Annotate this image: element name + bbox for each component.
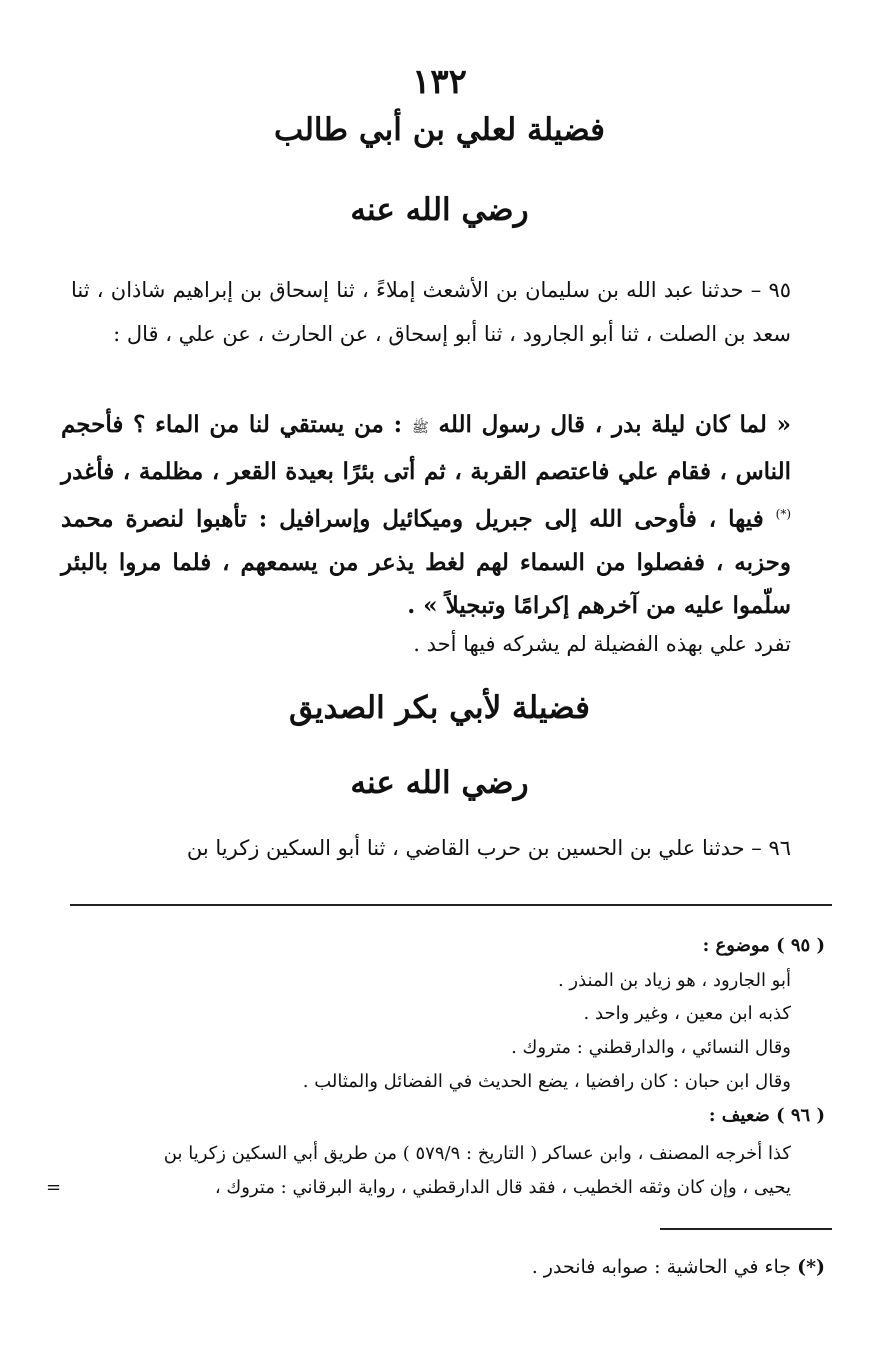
hadith-95-isnad <box>71 268 791 356</box>
hadith-95-matn <box>61 403 791 627</box>
section-title-ali: فضيلة لعلي بن أبي طالب <box>274 112 605 148</box>
hadith-95-isnad-text: – حدثنا عبد الله بن سليمان بن الأشعث إملاءً ، ثنا إسحاق بن إبراهيم شاذان ، ثنا سعد بن الصلت ، ثنا أبو الجارود ، ثنا أبو إسحاق ، عن الحارث ، عن علي ، قال : <box>71 278 791 346</box>
continuation-mark: = <box>46 1177 62 1198</box>
page-number: ١٣٢ <box>412 62 467 102</box>
footnote-96-line-wrap <box>46 1172 791 1204</box>
section-subtitle-ali: رضي الله عنه <box>350 192 529 228</box>
footnote-96-line: يحيى ، وإن كان وثقه الخطيب ، فقد قال الدارقطني ، رواية البرقاني : متروك ، <box>214 1177 791 1198</box>
matn-part-3: فيها ، فأوحى الله إلى جبريل وميكائيل وإسرافيل : تأهبوا لنصرة محمد وحزبه ، ففصلوا من السماء لهم لغط يذعر من يسمعهم ، فلما مروا بالبئر سلّموا عليه من آخرهم إكرامًا وتبجيلاً » . <box>61 505 791 619</box>
footnote-96-line: كذا أخرجه المصنف ، وابن عساكر ( التاريخ : ٥٧٩/٩ ) من طريق أبي السكين زكريا بن <box>163 1143 791 1164</box>
section-subtitle-abu-bakr: رضي الله عنه <box>350 765 529 801</box>
hadith-95-note: تفرد علي بهذه الفضيلة لم يشركه فيها أحد . <box>413 632 791 656</box>
matn-part-2: : من يستقي لنا من الماء ؟ فأحجم الناس ، فقام علي فاعتصم القربة ، ثم أتى بئرًا بعيدة القعر ، مظلمة ، فأغدر <box>61 411 791 485</box>
footnote-95-heading: ( ٩٥ ) موضوع : <box>702 935 825 956</box>
star-note-divider <box>660 1228 832 1230</box>
footnote-95-line: أبو الجارود ، هو زياد بن المنذر . <box>557 970 791 991</box>
matn-part-1: « لما كان ليلة بدر ، قال رسول الله <box>438 411 791 438</box>
footnote-divider <box>70 904 832 906</box>
hadith-95-number: ٩٥ <box>768 278 791 302</box>
star-footnote <box>532 1256 825 1278</box>
footnote-95-line: كذبه ابن معين ، وغير واحد . <box>583 1003 791 1024</box>
footnote-96-heading: ( ٩٦ ) ضعيف : <box>708 1105 825 1126</box>
hadith-96-text: ٩٦ – حدثنا علي بن الحسين بن حرب القاضي ، ثنا أبو السكين زكريا بن <box>186 836 791 860</box>
star-footnote-text: جاء في الحاشية : صوابه فانحدر . <box>531 1256 792 1278</box>
footnote-95-line: وقال النسائي ، والدارقطني : متروك . <box>511 1037 791 1058</box>
star-footnote-mark: (*) <box>797 1256 825 1278</box>
salla-mark: ﷺ <box>411 420 429 436</box>
footnote-star-ref: (*) <box>775 507 792 521</box>
footnote-95-line: وقال ابن حبان : كان رافضيا ، يضع الحديث في الفضائل والمثالب . <box>302 1071 791 1092</box>
section-title-abu-bakr: فضيلة لأبي بكر الصديق <box>288 690 590 726</box>
